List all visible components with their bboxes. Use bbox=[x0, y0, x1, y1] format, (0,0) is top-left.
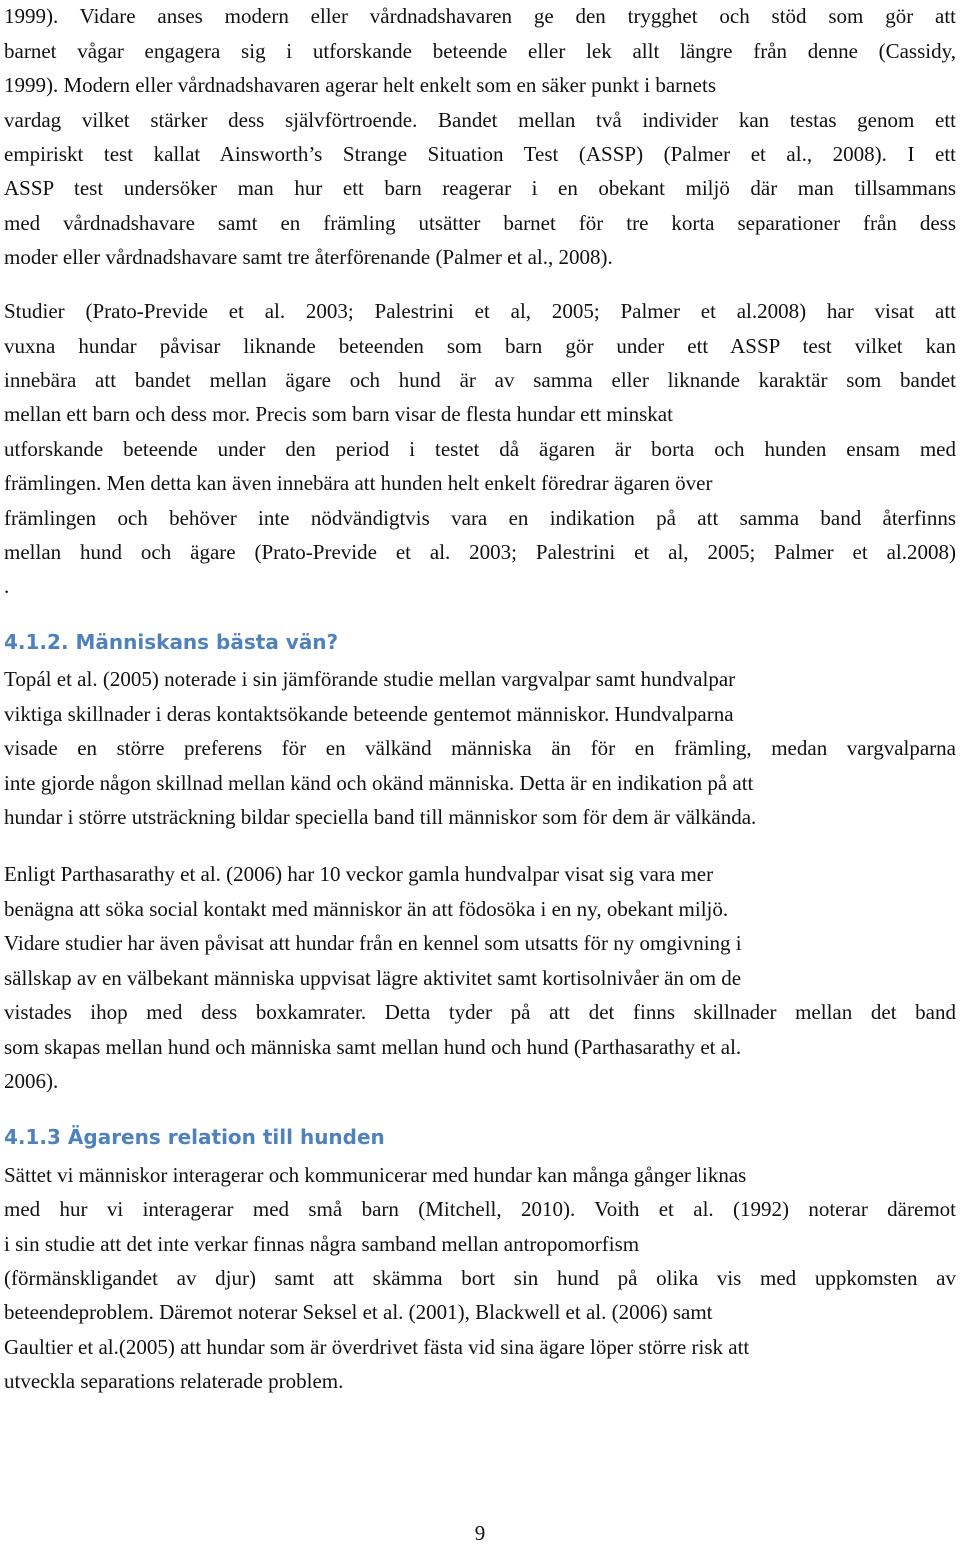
text-line: Gaultier et al.(2005) att hundar som är överdrivet fästa vid sina ägare löper större risk att bbox=[4, 1335, 750, 1359]
text-line: . bbox=[4, 574, 10, 598]
text-line: med hur vi interagerar med små barn (Mitchell, 2010). Voith et al. (1992) noterar däremot bbox=[4, 1197, 956, 1221]
text-line: inte gjorde någon skillnad mellan känd och okänd människa. Detta är en indikation på att bbox=[4, 771, 754, 795]
text-line: mellan hund och ägare (Prato-Previde et al. 2003; Palestrini et al, 2005; Palmer et al.2008) bbox=[4, 540, 956, 564]
text-line: viktiga skillnader i deras kontaktsökande beteende gentemot människor. Hundvalparna bbox=[4, 702, 734, 726]
text-line: utveckla separations relaterade problem. bbox=[4, 1369, 344, 1393]
section-heading-4-1-3: 4.1.3 Ägarens relation till hunden bbox=[4, 1125, 385, 1149]
text-line: moder eller vårdnadshavare samt tre återförenande (Palmer et al., 2008). bbox=[4, 245, 613, 269]
text-line: utforskande beteende under den period i testet då ägaren är borta och hunden ensam med bbox=[4, 437, 956, 461]
text-line: vuxna hundar påvisar liknande beteenden som barn gör under ett ASSP test vilket kan bbox=[4, 334, 956, 358]
text-line: främlingen och behöver inte nödvändigtvis vara en indikation på att samma band återfinns bbox=[4, 506, 956, 530]
text-line: beteendeproblem. Däremot noterar Seksel et al. (2001), Blackwell et al. (2006) samt bbox=[4, 1300, 713, 1324]
text-line: främlingen. Men detta kan även innebära att hunden helt enkelt föredrar ägaren över bbox=[4, 471, 713, 495]
text-line: hundar i större utsträckning bildar speciella band till människor som för dem är välkända. bbox=[4, 805, 757, 829]
text-line: med vårdnadshavare samt en främling utsätter barnet för tre korta separationer från dess bbox=[4, 211, 956, 235]
page-number: 9 bbox=[474, 1521, 486, 1545]
section-heading-4-1-2: 4.1.2. Människans bästa vän? bbox=[4, 630, 339, 654]
text-line: Studier (Prato-Previde et al. 2003; Palestrini et al, 2005; Palmer et al.2008) har visat att bbox=[4, 299, 956, 323]
text-line: Vidare studier har även påvisat att hundar från en kennel som utsatts för ny omgivning i bbox=[4, 931, 742, 955]
text-line: sällskap av en välbekant människa uppvisat lägre aktivitet samt kortisolnivåer än om de bbox=[4, 966, 742, 990]
text-line: 2006). bbox=[4, 1069, 59, 1093]
text-line: barnet vågar engagera sig i utforskande beteende eller lek allt längre från denne (Cassidy, bbox=[4, 39, 956, 63]
text-line: Enligt Parthasarathy et al. (2006) har 10 veckor gamla hundvalpar visat sig vara mer bbox=[4, 862, 714, 886]
text-line: 1999). Modern eller vårdnadshavaren agerar helt enkelt som en säker punkt i barnets bbox=[4, 73, 716, 97]
text-line: visade en större preferens för en välkänd människa än för en främling, medan vargvalparna bbox=[4, 736, 956, 760]
text-line: innebära att bandet mellan ägare och hund är av samma eller liknande karaktär som bandet bbox=[4, 368, 956, 392]
text-line: som skapas mellan hund och människa samt mellan hund och hund (Parthasarathy et al. bbox=[4, 1035, 742, 1059]
text-line: Topál et al. (2005) noterade i sin jämförande studie mellan vargvalpar samt hundvalpar bbox=[4, 667, 736, 691]
text-line: Sättet vi människor interagerar och kommunicerar med hundar kan många gånger liknas bbox=[4, 1163, 747, 1187]
text-line: 1999). Vidare anses modern eller vårdnadshavaren ge den trygghet och stöd som gör att bbox=[4, 4, 956, 28]
text-line: vistades ihop med dess boxkamrater. Detta tyder på att det finns skillnader mellan det band bbox=[4, 1000, 956, 1024]
text-line: ASSP test undersöker man hur ett barn reagerar i en obekant miljö där man tillsammans bbox=[4, 176, 956, 200]
text-line: empiriskt test kallat Ainsworth’s Strange Situation Test (ASSP) (Palmer et al., 2008). I ett bbox=[4, 142, 956, 166]
text-line: i sin studie att det inte verkar finnas några samband mellan antropomorfism bbox=[4, 1232, 640, 1256]
text-line: benägna att söka social kontakt med människor än att födosöka i en ny, obekant miljö. bbox=[4, 897, 729, 921]
text-line: mellan ett barn och dess mor. Precis som barn visar de flesta hundar ett minskat bbox=[4, 402, 673, 426]
text-line: (förmänskligandet av djur) samt att skämma bort sin hund på olika vis med uppkomsten av bbox=[4, 1266, 956, 1290]
text-line: vardag vilket stärker dess självförtroende. Bandet mellan två individer kan testas genom ett bbox=[4, 108, 956, 132]
